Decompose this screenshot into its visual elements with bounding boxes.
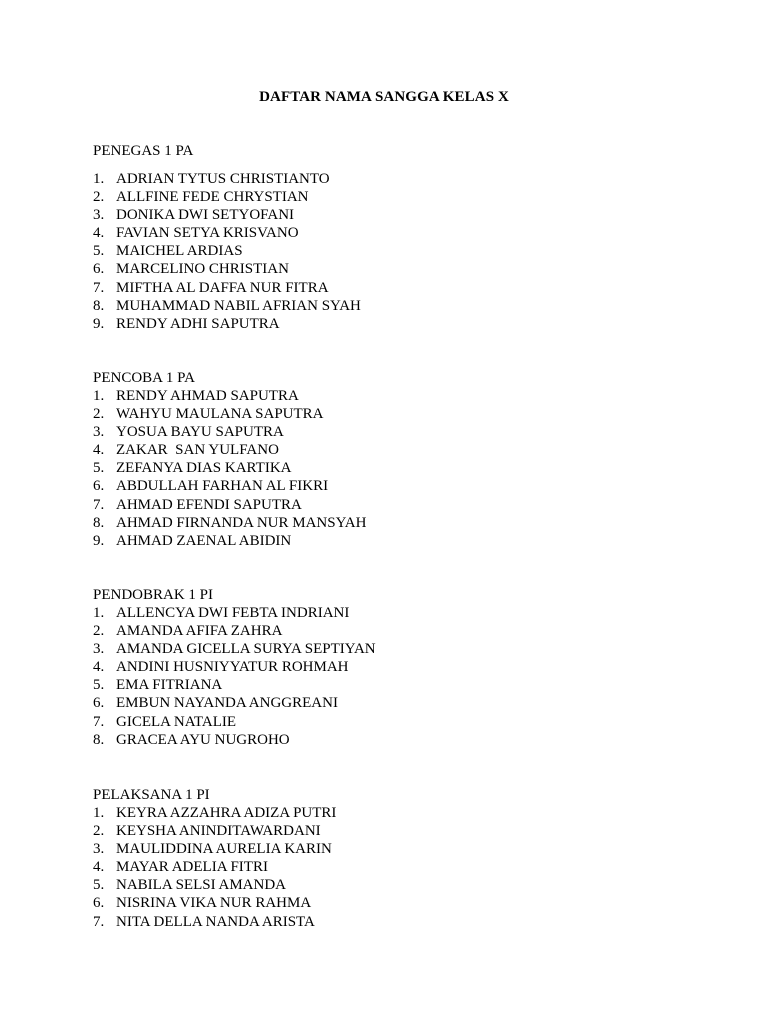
list-item-number: 5. xyxy=(93,677,105,694)
list-item-number: 3. xyxy=(93,841,105,858)
list-item xyxy=(93,532,366,550)
list-item-number: 3. xyxy=(93,207,105,224)
list-item-number: 2. xyxy=(93,189,105,206)
list-item-number: 1. xyxy=(93,171,105,187)
list-item-number: 9. xyxy=(93,532,105,549)
member-name: NISRINA VIKA NUR RAHMA xyxy=(116,895,312,912)
member-name: DONIKA DWI SETYOFANI xyxy=(116,207,295,224)
list-item xyxy=(93,441,366,459)
list-item-number: 3. xyxy=(93,641,105,658)
member-name: NITA DELLA NANDA ARISTA xyxy=(116,913,315,930)
member-name: ALLFINE FEDE CHRYSTIAN xyxy=(116,189,309,206)
list-item xyxy=(93,260,361,278)
list-item xyxy=(93,297,361,315)
list-item-number: 2. xyxy=(93,823,105,840)
member-name: RENDY AHMAD SAPUTRA xyxy=(116,388,299,404)
member-name: AHMAD EFENDI SAPUTRA xyxy=(116,496,302,513)
document-title: DAFTAR NAMA SANGGA KELAS X xyxy=(259,89,509,105)
member-name: ALLENCYA DWI FEBTA INDRIANI xyxy=(116,605,350,621)
member-name: MAULIDDINA AURELIA KARIN xyxy=(116,841,332,858)
member-name: EMBUN NAYANDA ANGGREANI xyxy=(116,695,338,712)
member-list xyxy=(93,387,366,550)
member-name: FAVIAN SETYA KRISVANO xyxy=(116,225,299,242)
list-item-number: 7. xyxy=(93,279,105,296)
list-item xyxy=(93,840,336,858)
list-item-number: 7. xyxy=(93,913,105,930)
list-item xyxy=(93,496,366,514)
list-item xyxy=(93,242,361,260)
member-name: RENDY ADHI SAPUTRA xyxy=(116,315,280,332)
list-item xyxy=(93,694,376,712)
list-item xyxy=(93,188,361,206)
member-name: EMA FITRIANA xyxy=(116,677,223,694)
member-name: GICELA NATALIE xyxy=(116,713,237,730)
list-item xyxy=(93,894,336,912)
list-item xyxy=(93,387,366,405)
member-name: YOSUA BAYU SAPUTRA xyxy=(116,424,284,441)
list-item-number: 8. xyxy=(93,514,105,531)
member-name: AHMAD ZAENAL ABIDIN xyxy=(116,532,292,549)
list-item-number: 3. xyxy=(93,424,105,441)
member-name: AMANDA GICELLA SURYA SEPTIYAN xyxy=(116,641,376,658)
member-name: ADRIAN TYTUS CHRISTIANTO xyxy=(116,171,330,187)
list-item-number: 6. xyxy=(93,261,105,278)
group-pencoba xyxy=(93,369,366,550)
list-item xyxy=(93,913,336,931)
list-item xyxy=(93,224,361,242)
list-item-number: 4. xyxy=(93,859,105,876)
list-item-number: 2. xyxy=(93,623,105,640)
member-name: MAICHEL ARDIAS xyxy=(116,243,243,260)
list-item-number: 7. xyxy=(93,713,105,730)
member-list xyxy=(93,804,336,931)
member-name: MAYAR ADELIA FITRI xyxy=(116,859,268,876)
list-item-number: 1. xyxy=(93,388,105,404)
list-item xyxy=(93,658,376,676)
list-item xyxy=(93,604,376,622)
group-heading: PENEGAS 1 PA xyxy=(93,143,194,159)
member-name: ABDULLAH FARHAN AL FIKRI xyxy=(116,478,329,495)
member-name: MUHAMMAD NABIL AFRIAN SYAH xyxy=(116,297,361,314)
group-pendobrak xyxy=(93,586,376,749)
list-item xyxy=(93,405,366,423)
list-item xyxy=(93,477,366,495)
member-name: NABILA SELSI AMANDA xyxy=(116,877,287,894)
group-heading: PENCOBA 1 PA xyxy=(93,370,195,386)
member-name: ZEFANYA DIAS KARTIKA xyxy=(116,460,292,477)
member-name: AMANDA AFIFA ZAHRA xyxy=(116,623,283,640)
list-item xyxy=(93,622,376,640)
member-name: ZAKAR SAN YULFANO xyxy=(116,442,279,459)
list-item-number: 6. xyxy=(93,895,105,912)
member-name: ANDINI HUSNIYYATUR ROHMAH xyxy=(116,659,349,676)
member-list xyxy=(93,170,361,333)
list-item-number: 6. xyxy=(93,478,105,495)
list-item xyxy=(93,279,361,297)
list-item xyxy=(93,640,376,658)
member-name: WAHYU MAULANA SAPUTRA xyxy=(116,406,324,423)
list-item-number: 5. xyxy=(93,460,105,477)
list-item xyxy=(93,822,336,840)
member-name: GRACEA AYU NUGROHO xyxy=(116,731,290,748)
list-item xyxy=(93,804,336,822)
member-name: MIFTHA AL DAFFA NUR FITRA xyxy=(116,279,329,296)
list-item-number: 5. xyxy=(93,877,105,894)
group-heading: PENDOBRAK 1 PI xyxy=(93,587,214,603)
list-item-number: 4. xyxy=(93,659,105,676)
list-item-number: 8. xyxy=(93,297,105,314)
list-item-number: 1. xyxy=(93,805,105,821)
list-item-number: 8. xyxy=(93,731,105,748)
list-item xyxy=(93,713,376,731)
member-name: AHMAD FIRNANDA NUR MANSYAH xyxy=(116,514,367,531)
member-name: KEYRA AZZAHRA ADIZA PUTRI xyxy=(116,805,337,821)
list-item xyxy=(93,423,366,441)
list-item xyxy=(93,459,366,477)
list-item-number: 6. xyxy=(93,695,105,712)
member-name: KEYSHA ANINDITAWARDANI xyxy=(116,823,321,840)
list-item xyxy=(93,876,336,894)
list-item xyxy=(93,731,376,749)
list-item-number: 4. xyxy=(93,442,105,459)
list-item xyxy=(93,858,336,876)
member-name: MARCELINO CHRISTIAN xyxy=(116,261,289,278)
list-item xyxy=(93,170,361,188)
list-item-number: 7. xyxy=(93,496,105,513)
list-item xyxy=(93,514,366,532)
list-item-number: 2. xyxy=(93,406,105,423)
list-item-number: 4. xyxy=(93,225,105,242)
list-item-number: 5. xyxy=(93,243,105,260)
list-item xyxy=(93,676,376,694)
group-heading: PELAKSANA 1 PI xyxy=(93,787,210,803)
list-item xyxy=(93,315,361,333)
group-pelaksana xyxy=(93,786,336,931)
list-item-number: 1. xyxy=(93,605,105,621)
member-list xyxy=(93,604,376,749)
group-penegas xyxy=(93,142,361,333)
list-item xyxy=(93,206,361,224)
list-item-number: 9. xyxy=(93,315,105,332)
